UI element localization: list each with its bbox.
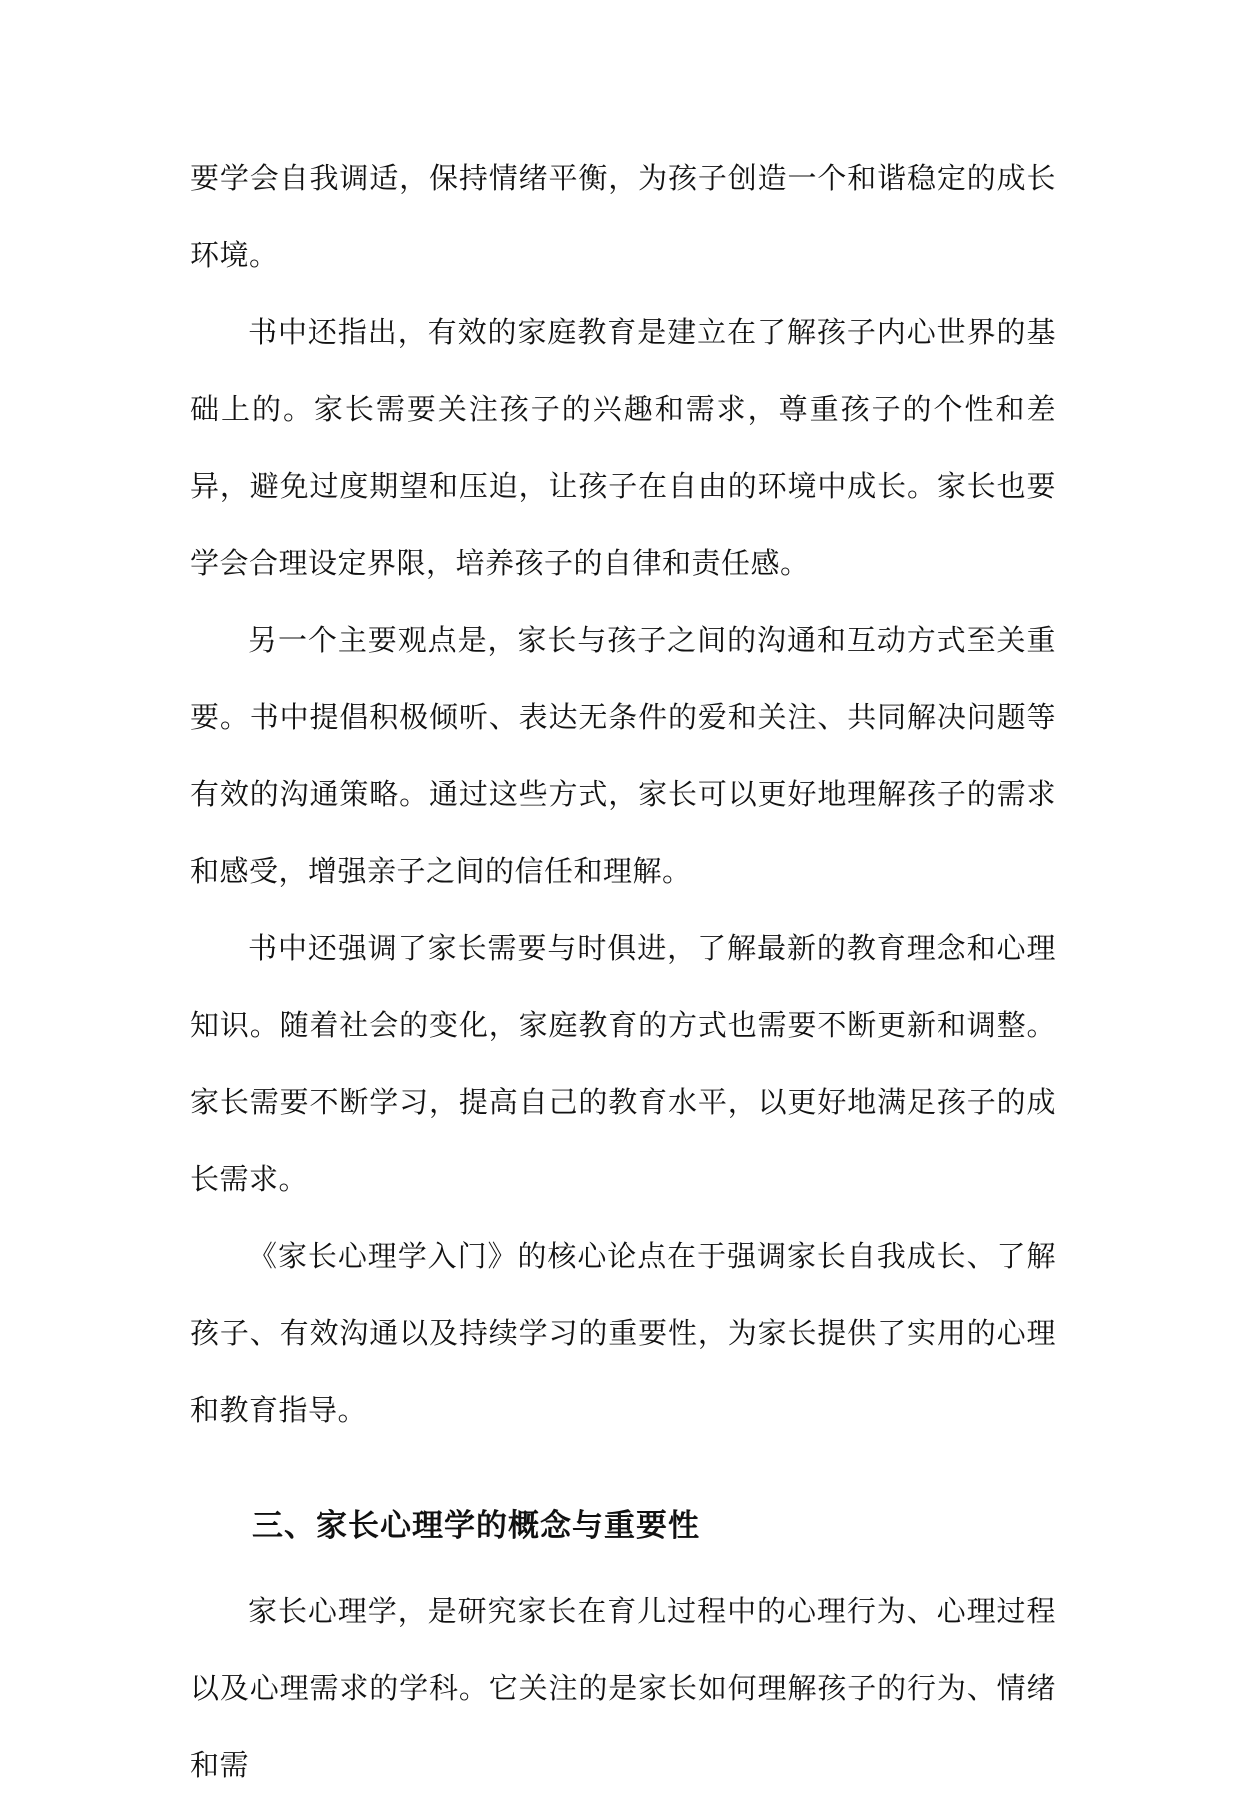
paragraph-continuation: 要学会自我调适，保持情绪平衡，为孩子创造一个和谐稳定的成长环境。 — [190, 161, 1056, 272]
paragraph-core-argument: 《家长心理学入门》的核心论点在于强调家长自我成长、了解孩子、有效沟通以及持续学习的重要性，为家长提供了实用的心理和教育指导。 — [190, 1239, 1056, 1427]
paragraph-communication: 另一个主要观点是，家长与孩子之间的沟通和互动方式至关重要。书中提倡积极倾听、表达无条件的爱和关注、共同解决问题等有效的沟通策略。通过这些方式，家长可以更好地理解孩子的需求和感受，增强亲子之间的信任和理解。 — [190, 623, 1056, 888]
paragraph-understanding-child: 书中还指出，有效的家庭教育是建立在了解孩子内心世界的基础上的。家长需要关注孩子的兴趣和需求，尊重孩子的个性和差异，避免过度期望和压迫，让孩子在自由的环境中成长。家长也要学会合理设定界限，培养孩子的自律和责任感。 — [190, 315, 1056, 580]
paragraph-keep-learning: 书中还强调了家长需要与时俱进，了解最新的教育理念和心理知识。随着社会的变化，家庭教育的方式也需要不断更新和调整。家长需要不断学习，提高自己的教育水平，以更好地满足孩子的成长需求。 — [190, 931, 1056, 1196]
section-heading: 三、家长心理学的概念与重要性 — [252, 1508, 700, 1544]
document-page — [190, 140, 1056, 1804]
paragraph-definition: 家长心理学，是研究家长在育儿过程中的心理行为、心理过程以及心理需求的学科。它关注的是家长如何理解孩子的行为、情绪和需 — [190, 1594, 1056, 1782]
